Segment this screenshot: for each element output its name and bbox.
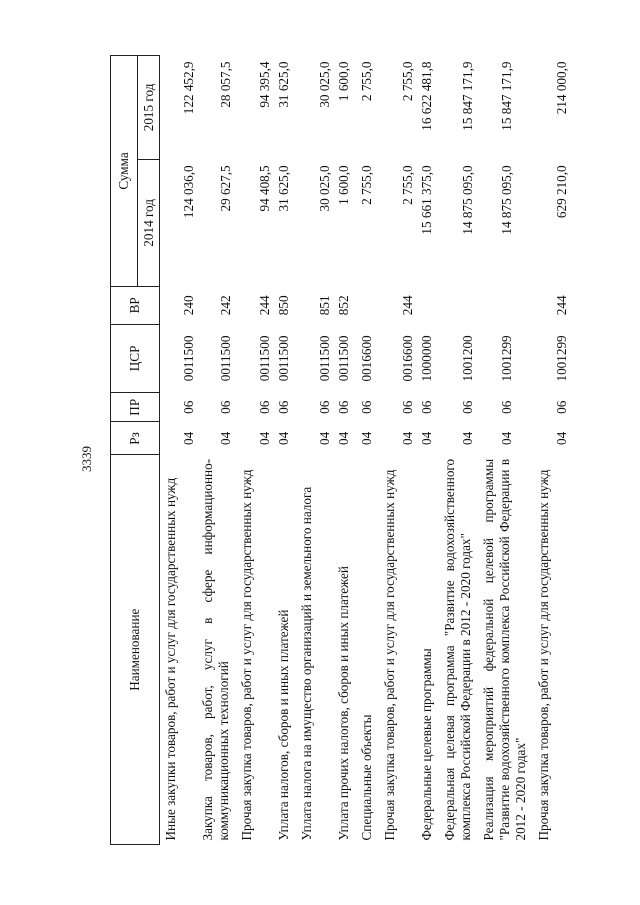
table-row <box>478 56 533 845</box>
row-sum-2015: 214 000,0 <box>554 61 569 115</box>
row-sum-2015: 94 395,4 <box>257 61 272 108</box>
row-sum-2015: 2 755,0 <box>400 61 415 102</box>
row-sum-2014: 30 025,0 <box>317 165 332 212</box>
table-row <box>236 56 273 845</box>
row-pr: 06 <box>317 400 332 414</box>
header-sum: Сумма <box>111 56 138 287</box>
row-pr: 06 <box>554 400 569 414</box>
row-name: Уплата налогов, сборов и иных платежей <box>276 609 291 841</box>
header-name: Наименование <box>111 455 160 845</box>
row-rz: 04 <box>181 431 196 445</box>
row-rz: 04 <box>499 431 514 445</box>
page-number: 3339 <box>79 446 94 472</box>
row-vr <box>478 286 533 324</box>
row-csr: 0011500 <box>218 335 233 382</box>
row-name: Прочая закупка товаров, работ и услуг для государственных нужд <box>382 469 397 841</box>
row-name: Специальные объекты <box>359 714 374 841</box>
row-rz: 04 <box>419 431 434 445</box>
row-name: Уплата прочих налогов, сборов и иных платежей <box>336 566 351 841</box>
table-row <box>416 56 439 845</box>
table-row <box>296 56 333 845</box>
row-sum-2014: 94 408,5 <box>257 165 272 212</box>
row-pr: 06 <box>276 400 291 414</box>
row-name: Федеральные целевые программы <box>419 648 434 841</box>
row-sum-2014: 2 755,0 <box>400 165 415 205</box>
row-sum-2015: 30 025,0 <box>317 61 332 108</box>
row-sum-2014: 1 600,0 <box>336 165 351 205</box>
row-pr: 06 <box>336 400 351 414</box>
row-vr: 244 <box>400 295 415 316</box>
row-pr: 06 <box>499 400 514 414</box>
row-pr: 06 <box>181 400 196 414</box>
row-vr: 244 <box>554 295 569 316</box>
row-sum-2015: 1 600,0 <box>336 61 351 102</box>
table-row <box>197 56 236 845</box>
row-csr: 1001299 <box>499 335 514 382</box>
row-sum-2015: 122 452,9 <box>181 61 196 115</box>
row-pr: 06 <box>359 400 374 414</box>
row-rz: 04 <box>554 431 569 445</box>
row-rz: 04 <box>400 431 415 445</box>
budget-table <box>110 55 570 845</box>
row-rz: 04 <box>336 431 351 445</box>
row-csr: 0016600 <box>359 335 374 382</box>
header-rz: Рз <box>111 422 160 455</box>
row-sum-2014: 14 875 095,0 <box>499 165 514 235</box>
row-rz: 04 <box>359 431 374 445</box>
row-sum-2015: 31 625,0 <box>276 61 291 108</box>
row-sum-2015: 28 057,5 <box>218 61 233 108</box>
row-name: Федеральная целевая программа "Развитие водохозяйственного комплекса Российской Федерации в 2012 - 2020 годах" <box>442 458 473 841</box>
row-sum-2014: 15 661 375,0 <box>419 165 434 235</box>
row-name: Прочая закупка товаров, работ и услуг для государственных нужд <box>239 469 254 841</box>
table-row <box>356 56 379 845</box>
row-csr: 1000000 <box>419 335 434 382</box>
row-rz: 04 <box>460 431 475 445</box>
row-pr: 06 <box>257 400 272 414</box>
row-csr: 0011500 <box>276 335 291 382</box>
row-rz: 04 <box>276 431 291 445</box>
table-row <box>379 56 416 845</box>
row-rz: 04 <box>317 431 332 445</box>
table-body <box>160 56 571 845</box>
row-vr <box>416 286 439 324</box>
row-sum-2014: 124 036,0 <box>181 165 196 219</box>
row-csr: 1001200 <box>460 335 475 382</box>
rotated-budget-table <box>110 55 570 845</box>
row-vr: 851 <box>317 295 332 316</box>
row-pr: 06 <box>400 400 415 414</box>
row-csr: 0011500 <box>181 335 196 382</box>
row-sum-2015: 16 622 481,8 <box>419 61 434 131</box>
row-csr: 0011500 <box>317 335 332 382</box>
row-sum-2014: 31 625,0 <box>276 165 291 212</box>
header-year-2014: 2014 год <box>138 159 160 286</box>
table-row <box>533 56 570 845</box>
row-name: Иные закупки товаров, работ и услуг для государственных нужд <box>163 477 178 841</box>
row-pr: 06 <box>218 400 233 414</box>
row-rz: 04 <box>218 431 233 445</box>
header-vr: ВР <box>111 286 160 324</box>
table-row <box>333 56 356 845</box>
row-sum-2015: 15 847 171,9 <box>499 61 514 131</box>
row-vr: 244 <box>257 295 272 316</box>
table-row <box>439 56 478 845</box>
row-name: Закупка товаров, работ, услуг в сфере информационно-коммуникационных технологий <box>200 458 231 841</box>
header-csr: ЦСР <box>111 324 160 392</box>
row-pr: 06 <box>419 400 434 414</box>
row-name: Реализация мероприятий федеральной целевой программы "Развитие водохозяйственного комплекса Российской Федерации в 2012 - 2020 годах" <box>481 458 528 841</box>
row-vr <box>439 286 478 324</box>
table-row <box>273 56 296 845</box>
row-rz: 04 <box>257 431 272 445</box>
row-pr: 06 <box>460 400 475 414</box>
header-year-2015: 2015 год <box>138 56 160 160</box>
row-csr: 1001299 <box>554 335 569 382</box>
row-vr: 240 <box>181 295 196 316</box>
table-row <box>160 56 198 845</box>
row-sum-2015: 2 755,0 <box>359 61 374 102</box>
row-sum-2014: 14 875 095,0 <box>460 165 475 235</box>
row-sum-2014: 629 210,0 <box>554 165 569 219</box>
row-csr: 0016600 <box>400 335 415 382</box>
row-sum-2014: 2 755,0 <box>359 165 374 205</box>
row-vr: 850 <box>276 295 291 316</box>
row-name: Прочая закупка товаров, работ и услуг для государственных нужд <box>536 469 551 841</box>
row-csr: 0011500 <box>257 335 272 382</box>
row-sum-2015: 15 847 171,9 <box>460 61 475 131</box>
row-vr: 242 <box>218 295 233 316</box>
row-vr <box>356 286 379 324</box>
table-header <box>111 56 160 845</box>
row-csr: 0011500 <box>336 335 351 382</box>
row-sum-2014: 29 627,5 <box>218 165 233 212</box>
row-name: Уплата налога на имущество организаций и земельного налога <box>299 486 314 841</box>
header-pr: ПР <box>111 393 160 422</box>
row-vr: 852 <box>336 295 351 316</box>
